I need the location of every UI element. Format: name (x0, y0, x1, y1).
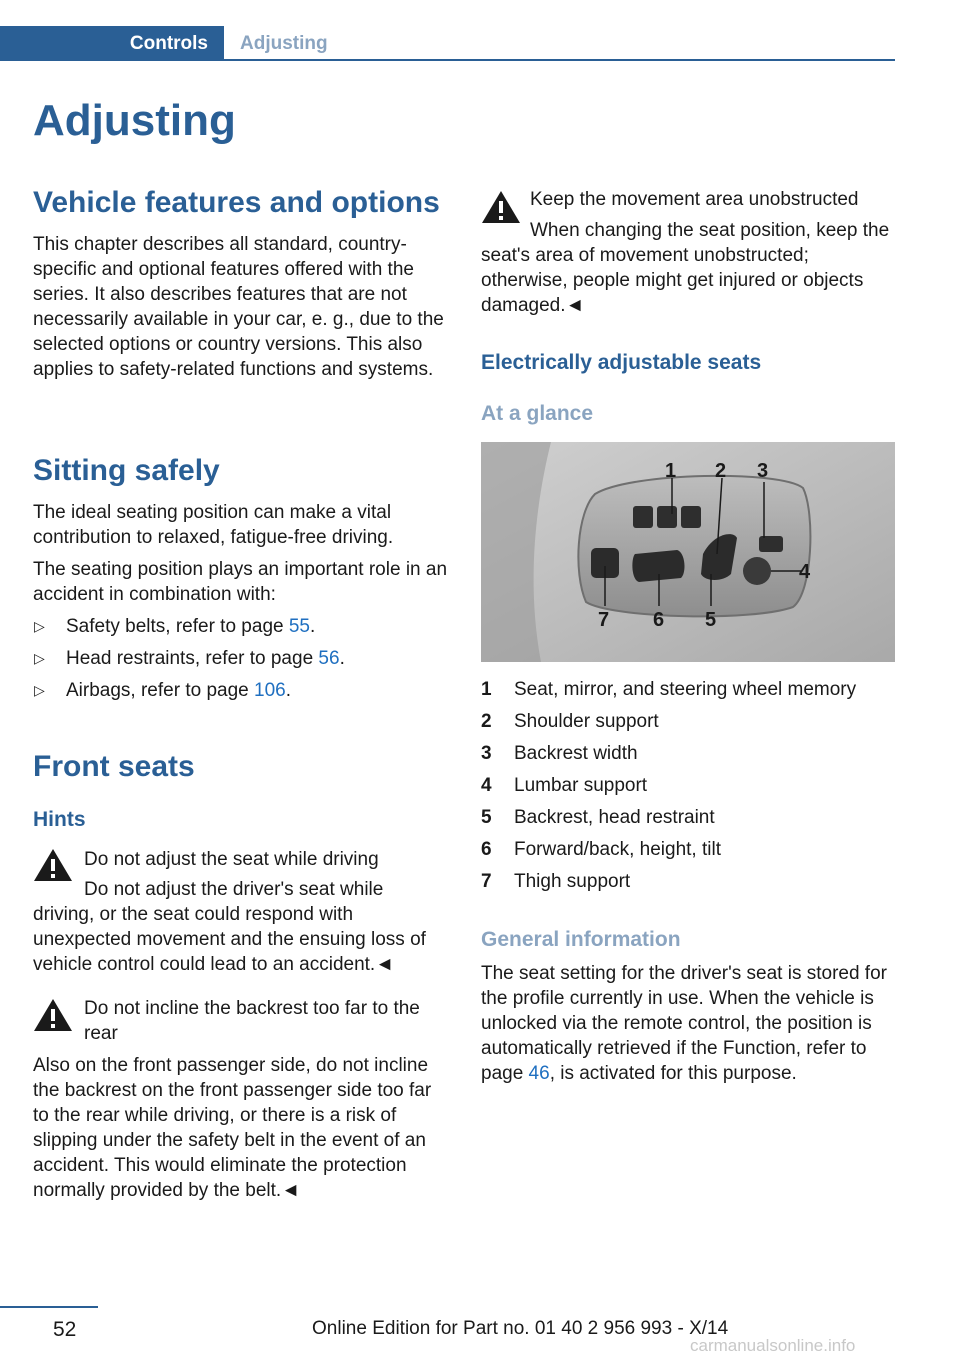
heading-general-information: General information (481, 928, 681, 951)
photo-label: 1 (665, 460, 677, 482)
footer-edition: Online Edition for Part no. 01 40 2 956 993 - X/14 (312, 1318, 729, 1339)
bullet-triangle-icon: ▷ (34, 650, 45, 666)
safety-bullet-list (33, 614, 448, 710)
seat-controls-legend (481, 674, 895, 898)
watermark: carmanualsonline.info (690, 1336, 856, 1355)
page-link[interactable]: 106 (254, 680, 286, 701)
page-link[interactable]: 55 (288, 616, 310, 637)
list-item: 1 Seat, mirror, and steering wheel memory (481, 679, 857, 700)
photo-label: 2 (715, 460, 727, 482)
warning-body: Also on the front passenger side, do not incline the backrest on the front passenger side too far to the rear while driving, or there is a risk of slipping under the safety belt in the event of an accident. This would eliminate the protection normally provided by the belt.◄ (33, 1055, 432, 1201)
photo-label: 4 (799, 561, 811, 583)
page-link[interactable]: 56 (318, 648, 340, 669)
header-rule (0, 59, 895, 61)
seat-controls-photo (481, 442, 895, 662)
photo-label: 3 (757, 460, 769, 482)
page-title: Adjusting (33, 96, 236, 145)
warning-body: When changing the seat position, keep the seat's area of movement unobstructed; otherwise, people might get injured or objects damaged.◄ (481, 220, 890, 316)
list-item: 2 Shoulder support (481, 711, 659, 732)
heading-sitting-safely: Sitting safely (33, 454, 220, 487)
header-tab-adjusting[interactable]: Adjusting (240, 33, 328, 54)
header-bar (0, 26, 895, 61)
vehicle-features-text: This chapter describes all standard, country-specific and optional features offered with the series. It also describes features that are not necessarily available in your car, e. g., due to the selected options or country versions. This also applies to safety-related functions and systems. (33, 234, 444, 380)
photo-label: 5 (705, 609, 717, 631)
list-item: 7 Thigh support (481, 871, 631, 892)
list-item: ▷ Airbags, refer to page 106. (34, 680, 291, 701)
list-item: ▷ Safety belts, refer to page 55. (34, 616, 316, 637)
heading-hints: Hints (33, 808, 86, 831)
page-link[interactable]: 46 (528, 1063, 550, 1084)
photo-label: 6 (653, 609, 665, 631)
list-item: 5 Backrest, head restraint (481, 807, 715, 828)
heading-vehicle-features: Vehicle features and options (33, 186, 440, 219)
bullet-triangle-icon: ▷ (34, 618, 45, 634)
sitting-safely-p1: The ideal seating position can make a vital contribution to relaxed, fatigue-free driving. (33, 502, 394, 548)
warning-title: Do not incline the backrest too far to the rear (84, 998, 420, 1044)
seat-controls-illustration (481, 442, 895, 662)
bullet-triangle-icon: ▷ (34, 682, 45, 698)
heading-electric-seats: Electrically adjustable seats (481, 351, 762, 374)
page-number: 52 (53, 1318, 77, 1341)
warning-title: Do not adjust the seat while driving (84, 849, 379, 870)
warning-triangle-icon (33, 997, 73, 1033)
general-information-text: The seat setting for the driver's seat is stored for the profile currently in use. When the vehicle is unlocked via the remote control, the position is automatically retrieved if the Function, refer to page 46, is activated for this purpose. (481, 963, 887, 1084)
header-tab-controls[interactable]: Controls (0, 26, 224, 61)
heading-front-seats: Front seats (33, 750, 195, 783)
photo-label: 7 (598, 609, 610, 631)
list-item: 4 Lumbar support (481, 775, 648, 796)
list-item: 3 Backrest width (481, 743, 638, 764)
list-item: 6 Forward/back, height, tilt (481, 839, 721, 860)
sitting-safely-p2: The seating position plays an important role in an accident in combination with: (33, 559, 448, 605)
list-item: ▷ Head restraints, refer to page 56. (34, 648, 345, 669)
footer-rule (0, 1306, 98, 1308)
warning-body: Do not adjust the driver's seat while driving, or the seat could respond with unexpected movement and the ensuing loss of vehicle control could lead to an accident.◄ (33, 879, 426, 975)
warning-title: Keep the movement area unobstructed (530, 189, 859, 210)
heading-at-a-glance: At a glance (481, 402, 594, 425)
